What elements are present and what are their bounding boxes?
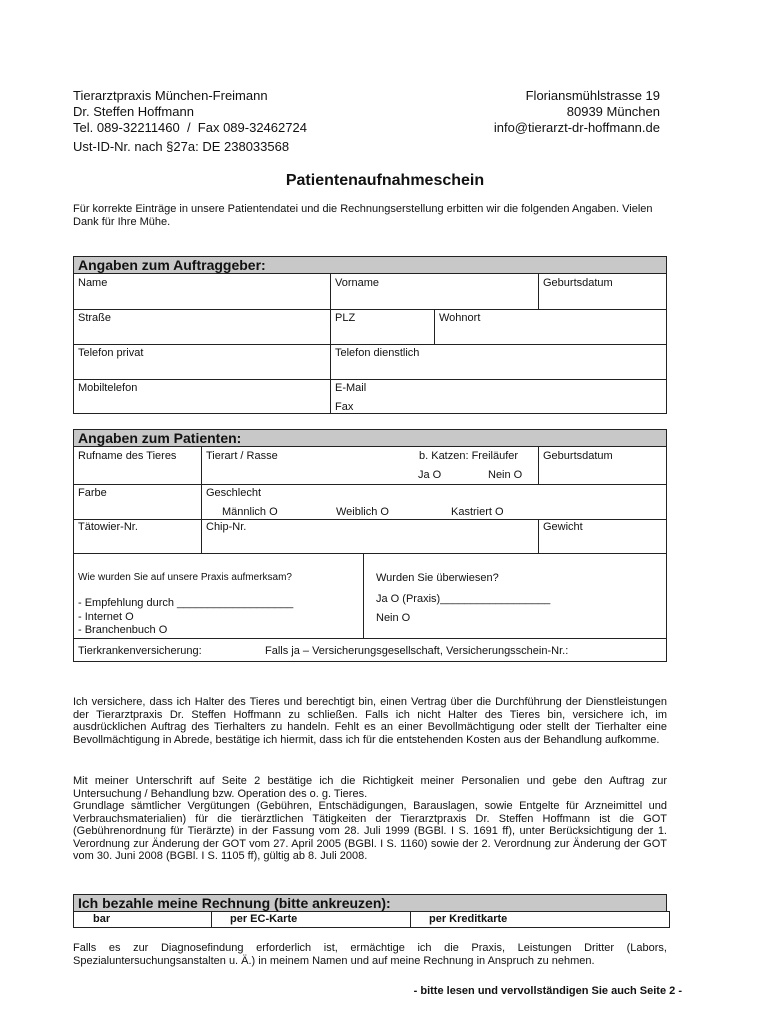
practice-contact	[494, 88, 660, 136]
recommend-field[interactable]: - Empfehlung durch ___________________	[78, 597, 294, 609]
species-field[interactable]: Tierart / Rasse	[206, 450, 278, 462]
pay-cash-option[interactable]: bar	[93, 913, 111, 925]
referral-question: Wie wurden Sie auf unsere Praxis aufmerksam?	[78, 572, 292, 583]
fee-basis-text: Grundlage sämtlicher Vergütungen (Gebühren, Entschädigungen, Barauslagen, sowie Entgelte für Arzneimittel und Verbrauchsmaterialien) für die tierärztlichen Tätigkeiten der Tierarztpraxis Dr. Steffen Hoffmann ist die GOT (Gebührenordnung für Tierärzte) in der Fassung vom 28. Juli 1999 (BGBl. I S. 1691 ff), unter Berücksichtigung der 1. Verordnung zur Änderung der GOT vom 27. April 2005 (BGBl. I S. 1160) sowie der 2. Verordnung zur Änderung der GOT vom 30. Juni 2008 (BGBl. I S. 1105 ff), gültig ab 8. Juli 2008.	[73, 800, 667, 862]
fax-field[interactable]: Fax	[335, 401, 354, 413]
phone-private-field[interactable]: Telefon privat	[78, 347, 144, 359]
name-field[interactable]: Name	[78, 277, 108, 289]
tattoo-field[interactable]: Tätowier-Nr.	[78, 521, 138, 533]
client-birthdate-field[interactable]: Geburtsdatum	[543, 277, 613, 289]
doctor-name: Dr. Steffen Hoffmann	[73, 104, 194, 119]
email: info@tierarzt-dr-hoffmann.de	[493, 120, 660, 135]
patient-section-heading: Angaben zum Patienten:	[73, 429, 667, 447]
female-checkbox[interactable]: Weiblich O	[336, 506, 389, 518]
page-title: Patientenaufnahmeschein	[285, 172, 485, 189]
chip-field[interactable]: Chip-Nr.	[206, 521, 247, 533]
insurance-label: Tierkrankenversicherung:	[78, 645, 202, 657]
city-field[interactable]: Wohnort	[439, 312, 481, 324]
phone-work-field[interactable]: Telefon dienstlich	[335, 347, 420, 359]
practice-address	[73, 88, 307, 155]
referred-yes-field[interactable]: Ja O (Praxis)__________________	[376, 593, 551, 605]
footer-note: - bitte lesen und vervollständigen Sie auch Seite 2 -	[413, 985, 682, 997]
email-field[interactable]: E-Mail	[335, 382, 367, 394]
pet-birthdate-field[interactable]: Geburtsdatum	[543, 450, 613, 462]
pay-ec-option[interactable]: per EC-Karte	[230, 913, 298, 925]
third-party-consent: Falls es zur Diagnosefindung erforderlich ist, ermächtige ich die Praxis, Leistungen Dritter (Labors, Spezialuntersuchungsanstalten u. Ä.) in meinem Namen und auf meine Rechnung in Anspruch zu nehmen.	[73, 942, 667, 967]
mobile-field[interactable]: Mobiltelefon	[78, 382, 138, 394]
phone-fax: Tel. 089-32211460 / Fax 089-32462724	[73, 120, 307, 135]
pay-credit-option[interactable]: per Kreditkarte	[429, 913, 508, 925]
signature-note: Mit meiner Unterschrift auf Seite 2 bestätige ich die Richtigkeit meiner Personalien und gebe den Auftrag zur Untersuchung / Behandlung bzw. Operation des o. g. Tieres.	[73, 775, 667, 800]
first-name-field[interactable]: Vorname	[335, 277, 380, 289]
outdoor-yes-checkbox[interactable]: Ja O	[418, 469, 442, 481]
sex-label: Geschlecht	[206, 487, 262, 499]
vat-id: Ust-ID-Nr. nach §27a: DE 238033568	[73, 139, 290, 154]
pet-name-field[interactable]: Rufname des Tieres	[78, 450, 177, 462]
weight-field[interactable]: Gewicht	[543, 521, 583, 533]
practice-name: Tierarztpraxis München-Freimann	[73, 88, 268, 103]
neutered-checkbox[interactable]: Kastriert O	[451, 506, 504, 518]
color-field[interactable]: Farbe	[78, 487, 107, 499]
payment-options-row	[73, 911, 670, 928]
cats-outdoor-label: b. Katzen: Freiläufer	[419, 450, 519, 462]
street-field[interactable]: Straße	[78, 312, 112, 324]
referred-no-checkbox[interactable]: Nein O	[376, 612, 411, 624]
intro-text: Für korrekte Einträge in unsere Patientendatei und die Rechnungserstellung erbitten wir die folgenden Angaben. Vielen Dank für Ihre Mühe.	[73, 203, 653, 228]
referred-question: Wurden Sie überwiesen?	[376, 572, 499, 584]
city: 80939 München	[566, 104, 660, 119]
street: Floriansmühlstrasse 19	[525, 88, 660, 103]
insurance-detail-field[interactable]: Falls ja – Versicherungsgesellschaft, Versicherungsschein-Nr.:	[265, 645, 569, 657]
internet-checkbox[interactable]: - Internet O	[78, 611, 134, 623]
client-section-heading: Angaben zum Auftraggeber:	[73, 256, 667, 274]
payment-heading: Ich bezahle meine Rechnung (bitte ankreuzen):	[73, 894, 667, 912]
zip-field[interactable]: PLZ	[335, 312, 356, 324]
directory-checkbox[interactable]: - Branchenbuch O	[78, 624, 168, 636]
holder-declaration: Ich versichere, dass ich Halter des Tieres und berechtigt bin, einen Vertrag über die Durchführung der Dienstleistungen der Tierarztpraxis Dr. Steffen Hoffmann zu schließen. Falls ich nicht Halter des Tieres bin, versichere ich, im ausdrücklichen Auftrag des Tierhalters zu handeln. Fehlt es an einer Bevollmächtigung oder stellt der Tierhalter eine Bevollmächtigung in Abrede, bestätige ich hiermit, dass ich für die entstehenden Kosten aus der Behandlung aufkomme.	[73, 696, 667, 746]
male-checkbox[interactable]: Männlich O	[222, 506, 278, 518]
outdoor-no-checkbox[interactable]: Nein O	[488, 469, 523, 481]
